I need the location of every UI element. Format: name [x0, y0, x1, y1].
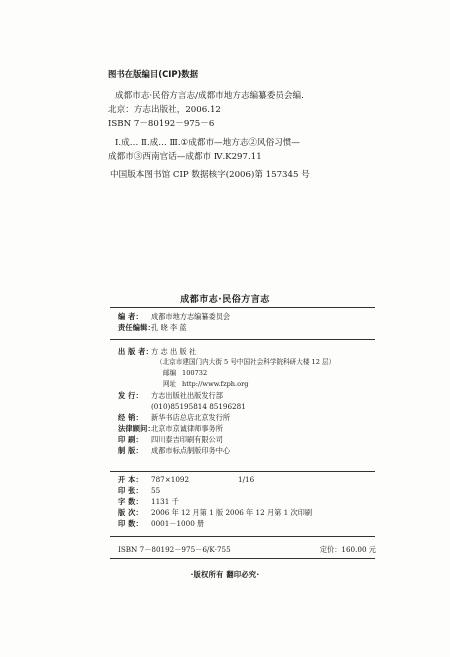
copies-label: 印 数：	[118, 519, 143, 528]
isbn-value: ISBN 7－80192－975－6/K·755	[118, 545, 231, 554]
authorship-rule	[110, 339, 375, 340]
sheets-value: 55	[151, 486, 161, 495]
publisher-address: （北京市建国门内大街 5 号中国社会科学院科研大楼 12 层）	[156, 358, 336, 366]
seller-label: 经 销：	[118, 413, 143, 422]
maker-row	[118, 447, 380, 458]
edition-value: 2006 年 12 月第 1 版 2006 年 12 月第 1 次印刷	[151, 508, 313, 517]
cip-line-isbn: ISBN 7－80192－975－6	[108, 118, 215, 129]
cip-line-subjects: Ⅰ.成… Ⅱ.成… Ⅲ.①成都市—地方志②风俗习惯—	[115, 138, 300, 149]
authorship-block	[118, 313, 380, 335]
editor-value: 成都市地方志编纂委员会	[151, 312, 231, 321]
copies-row	[118, 520, 380, 531]
address-row	[118, 359, 380, 370]
website-label: 网址	[163, 380, 177, 388]
printer-label: 印 刷：	[118, 435, 143, 444]
words-value: 1131 千	[151, 497, 179, 506]
isbn-rule	[110, 558, 375, 559]
edition-label: 版 次：	[118, 508, 143, 517]
book-title: 成都市志·民俗方言志	[180, 295, 270, 305]
responsible-editor-row	[118, 324, 380, 335]
maker-label: 制 版：	[118, 446, 143, 455]
maker-value: 成都市标点制版印务中心	[151, 446, 231, 455]
website-value: http://www.fzph.org	[182, 380, 249, 388]
publication-block	[118, 348, 380, 458]
sheets-label: 印 张：	[118, 486, 143, 495]
rights-notice: ·版权所有 翻印必究·	[190, 570, 260, 579]
publisher-value: 方 志 出 版 社	[151, 347, 197, 356]
legal-value: 北京市京诚律师事务所	[151, 424, 223, 433]
specification-rule	[110, 536, 375, 537]
responsible-editor-value: 孔 晓 李 蓝	[151, 323, 187, 332]
format-label: 开 本：	[118, 475, 143, 484]
postcode-label: 邮编	[163, 369, 177, 377]
format-fold: 1/16	[238, 475, 255, 484]
legal-label: 法律顾问：	[118, 424, 155, 433]
postcode-row	[118, 370, 380, 381]
seller-value: 新华书店总店北京发行所	[151, 413, 231, 422]
distribution-label: 发 行：	[118, 391, 143, 400]
isbn-row	[118, 545, 376, 555]
cip-line-publisher: 北京：方志出版社，2006.12	[108, 105, 221, 115]
responsible-editor-label: 责任编辑：	[118, 323, 155, 332]
cip-verification-number: 中国版本图书馆 CIP 数据核字(2006)第 157345 号	[110, 170, 310, 181]
copies-value: 0001－1000 册	[151, 519, 205, 528]
format-value: 787×1092	[151, 475, 190, 484]
specification-block	[118, 476, 380, 531]
publication-rule	[110, 471, 375, 472]
distribution-value: 方志出版社出版发行部	[151, 391, 223, 400]
printer-value: 四川泰吉印刷有限公司	[151, 435, 223, 444]
price-value: 定价：160.00 元	[319, 545, 376, 554]
publisher-label: 出 版 者：	[118, 347, 153, 356]
title-rule	[110, 307, 375, 308]
cip-block	[108, 70, 368, 180]
postcode-value: 100732	[182, 369, 208, 377]
cip-line-classification: 成都市③西南官话—成都市 Ⅳ.K297.11	[108, 151, 262, 162]
editor-label: 编 者：	[118, 312, 143, 321]
cip-heading: 图书在版编目(CIP)数据	[108, 69, 199, 79]
cip-line-title: 成都市志·民俗方言志/成都市地方志编纂委员会编.	[115, 91, 304, 102]
words-label: 字 数：	[118, 497, 143, 506]
distribution-phones: (010)85195814 85196281	[151, 402, 246, 411]
